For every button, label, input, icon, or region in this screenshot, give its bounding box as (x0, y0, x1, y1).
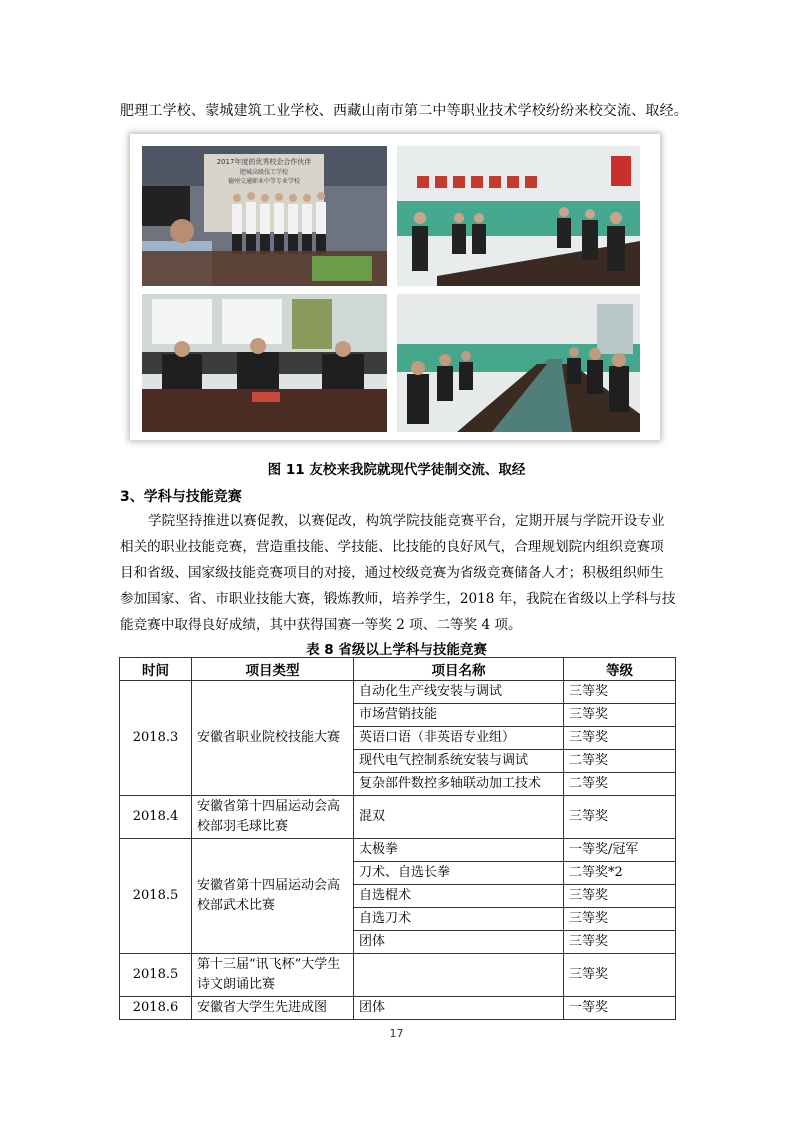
cell-name: 自选刀术 (354, 908, 564, 931)
cell-type: 第十三届“讯飞杯”大学生诗文朗诵比赛 (192, 954, 354, 997)
banner-line-2: 肥城高级技工学校 (239, 169, 289, 176)
cell-level: 三等奖 (564, 704, 676, 727)
table-caption: 表 8 省级以上学科与技能竞赛 (306, 642, 487, 658)
table-header-row (120, 658, 676, 681)
cell-name: 复杂部件数控多轴联动加工技术 (354, 773, 564, 796)
cell-name: 自动化生产线安装与调试 (354, 681, 564, 704)
cell-time: 2018.4 (120, 796, 192, 839)
figure-caption: 图 11 友校来我院就现代学徒制交流、取经 (267, 462, 526, 478)
section-paragraph (120, 508, 676, 638)
cell-type: 安徽省第十四届运动会高校部武术比赛 (192, 839, 354, 954)
cell-level: 二等奖*2 (564, 862, 676, 885)
cell-name: 团体 (354, 931, 564, 954)
paragraph-line: 能竞赛中取得良好成绩，其中获得国赛一等奖 2 项、二等奖 4 项。 (120, 617, 522, 633)
header-level: 等级 (564, 658, 676, 681)
paragraph-line: 目和省级、国家级技能竞赛项目的对接，通过校级竞赛为省级竞赛储备人才；积极组织师生 (120, 565, 664, 581)
cell-name: 市场营销技能 (354, 704, 564, 727)
cell-level: 一等奖 (564, 997, 676, 1020)
photo-meeting-room-1 (397, 146, 640, 286)
cell-type: 安徽省职业院校技能大赛 (192, 681, 354, 796)
photo-collage (130, 134, 660, 440)
paragraph-line: 相关的职业技能竞赛，营造重技能、学技能、比技能的良好风气，合理规划院内组织竞赛项 (120, 539, 664, 555)
table-row (120, 796, 676, 839)
table-row (120, 954, 676, 997)
cell-name: 混双 (354, 796, 564, 839)
cell-type: 安徽省第十四届运动会高校部羽毛球比赛 (192, 796, 354, 839)
awards-table (119, 657, 676, 1020)
paragraph-line: 参加国家、省、市职业技能大赛，锻炼教师，培养学生，2018 年，我院在省级以上学科与技 (120, 591, 676, 607)
banner-line-1: 2017年度的优秀校企合作伙伴 (216, 158, 312, 166)
cell-level: 二等奖 (564, 750, 676, 773)
cell-level: 三等奖 (564, 681, 676, 704)
banner-line-3: 德州交通职业中等专业学校 (227, 178, 301, 185)
cell-name: 现代电气控制系统安装与调试 (354, 750, 564, 773)
cell-level: 三等奖 (564, 727, 676, 750)
cell-name: 自选棍术 (354, 885, 564, 908)
cell-level: 三等奖 (564, 931, 676, 954)
cell-name: 团体 (354, 997, 564, 1020)
table-row (120, 997, 676, 1020)
table-row (120, 839, 676, 862)
photo-meeting-room-2 (397, 294, 640, 432)
table-row (120, 681, 676, 704)
cell-type: 安徽省大学生先进成图 (192, 997, 354, 1020)
header-name: 项目名称 (354, 658, 564, 681)
intro-text: 肥理工学校、蒙城建筑工业学校、西藏山南市第二中等职业技术学校纷纷来校交流、取经。 (120, 103, 688, 119)
paragraph-line: 学院坚持推进以赛促教，以赛促改，构筑学院技能竞赛平台，定期开展与学院开设专业 (148, 513, 665, 529)
cell-level: 三等奖 (564, 954, 676, 997)
cell-level: 三等奖 (564, 885, 676, 908)
photo-award-ceremony (142, 146, 387, 286)
cell-name: 英语口语（非英语专业组） (354, 727, 564, 750)
cell-level: 三等奖 (564, 908, 676, 931)
header-time: 时间 (120, 658, 192, 681)
cell-name: 太极拳 (354, 839, 564, 862)
cell-name: 刀术、自选长拳 (354, 862, 564, 885)
cell-time: 2018.5 (120, 954, 192, 997)
cell-time: 2018.6 (120, 997, 192, 1020)
cell-level: 三等奖 (564, 796, 676, 839)
header-type: 项目类型 (192, 658, 354, 681)
cell-level: 一等奖/冠军 (564, 839, 676, 862)
cell-time: 2018.5 (120, 839, 192, 954)
cell-name (354, 954, 564, 997)
photo-conference-table (142, 294, 387, 432)
cell-time: 2018.3 (120, 681, 192, 796)
page-number: 17 (389, 1027, 404, 1040)
cell-level: 二等奖 (564, 773, 676, 796)
section-heading: 3、学科与技能竞赛 (120, 489, 242, 505)
